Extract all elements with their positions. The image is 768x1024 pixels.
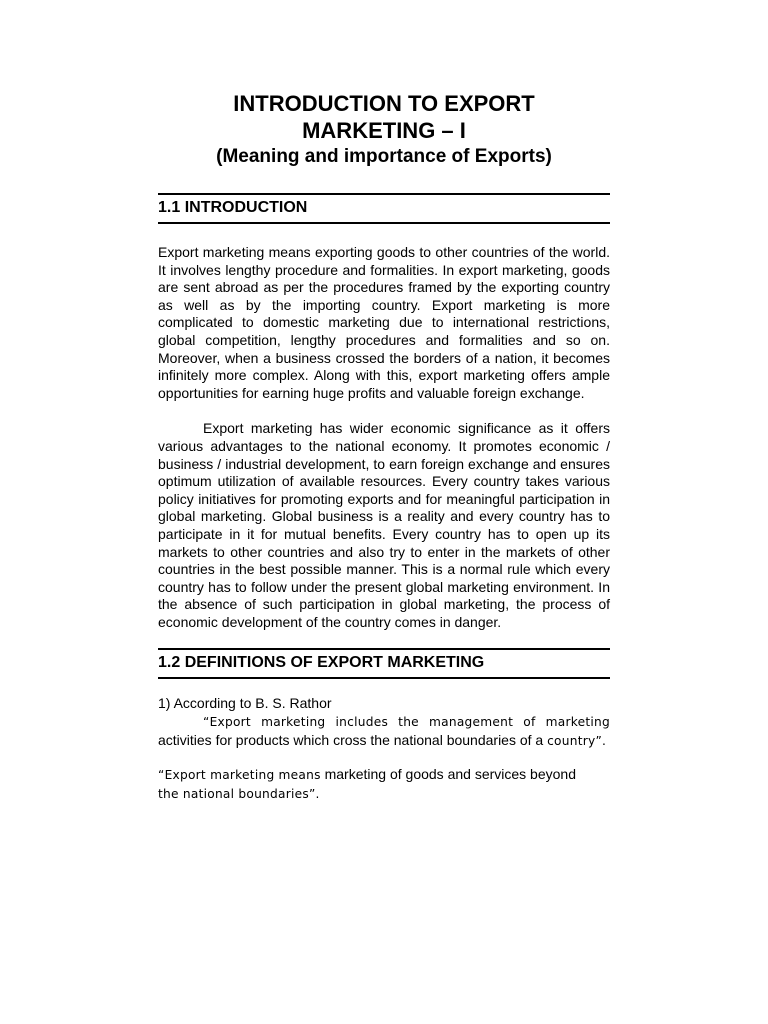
section-heading-definitions: 1.2 DEFINITIONS OF EXPORT MARKETING bbox=[158, 648, 610, 679]
document-title bbox=[158, 90, 610, 144]
quote-1-part-2: activities for products which cross the national boundaries of a bbox=[158, 731, 544, 748]
introduction-paragraph-2: Export marketing has wider economic significance as it offers various advantages to the national economy. It promotes economic / business / industrial development, to earn foreign exchange and ensures optimum utilization of available resources. Every country takes various policy initiatives for promoting exports and for meaningful participation in global marketing. Global business is a reality and every country has to participate in it for mutual benefits. Every country has to open up its markets to other countries and also try to enter in the markets of other countries in the best possible manner. This is a normal rule which every country has to follow under the present global marketing environment. In the absence of such participation in global marketing, the process of economic development of the country comes in danger. bbox=[158, 420, 610, 630]
quote-2-part-2: marketing of goods and services beyond bbox=[324, 766, 576, 783]
document-subtitle: (Meaning and importance of Exports) bbox=[216, 146, 552, 167]
quote-1-part-3: country”. bbox=[547, 733, 607, 748]
section-heading-introduction: 1.1 INTRODUCTION bbox=[158, 193, 610, 224]
title-line-1: INTRODUCTION TO EXPORT bbox=[233, 91, 535, 116]
quote-2-part-1: “Export marketing means bbox=[158, 768, 321, 783]
quote-1-part-1: “Export marketing includes the management of marketing bbox=[203, 715, 610, 730]
definition-quote-2 bbox=[158, 766, 610, 803]
definition-source: 1) According to B. S. Rathor bbox=[158, 695, 332, 712]
title-line-2: MARKETING – I bbox=[302, 118, 466, 143]
introduction-paragraph-1: Export marketing means exporting goods to other countries of the world. It involves lengthy procedure and formalities. In export marketing, goods are sent abroad as per the procedures framed by the exporting country as well as by the importing country. Export marketing is more complicated to domestic marketing due to international restrictions, global competition, lengthy procedures and formalities and so on. Moreover, when a business crossed the borders of a nation, it becomes infinitely more complex. Along with this, export marketing offers ample opportunities for earning huge profits and valuable foreign exchange. bbox=[158, 244, 610, 401]
quote-2-part-3: the national boundaries”. bbox=[158, 786, 320, 801]
definition-quote-1 bbox=[158, 713, 610, 750]
